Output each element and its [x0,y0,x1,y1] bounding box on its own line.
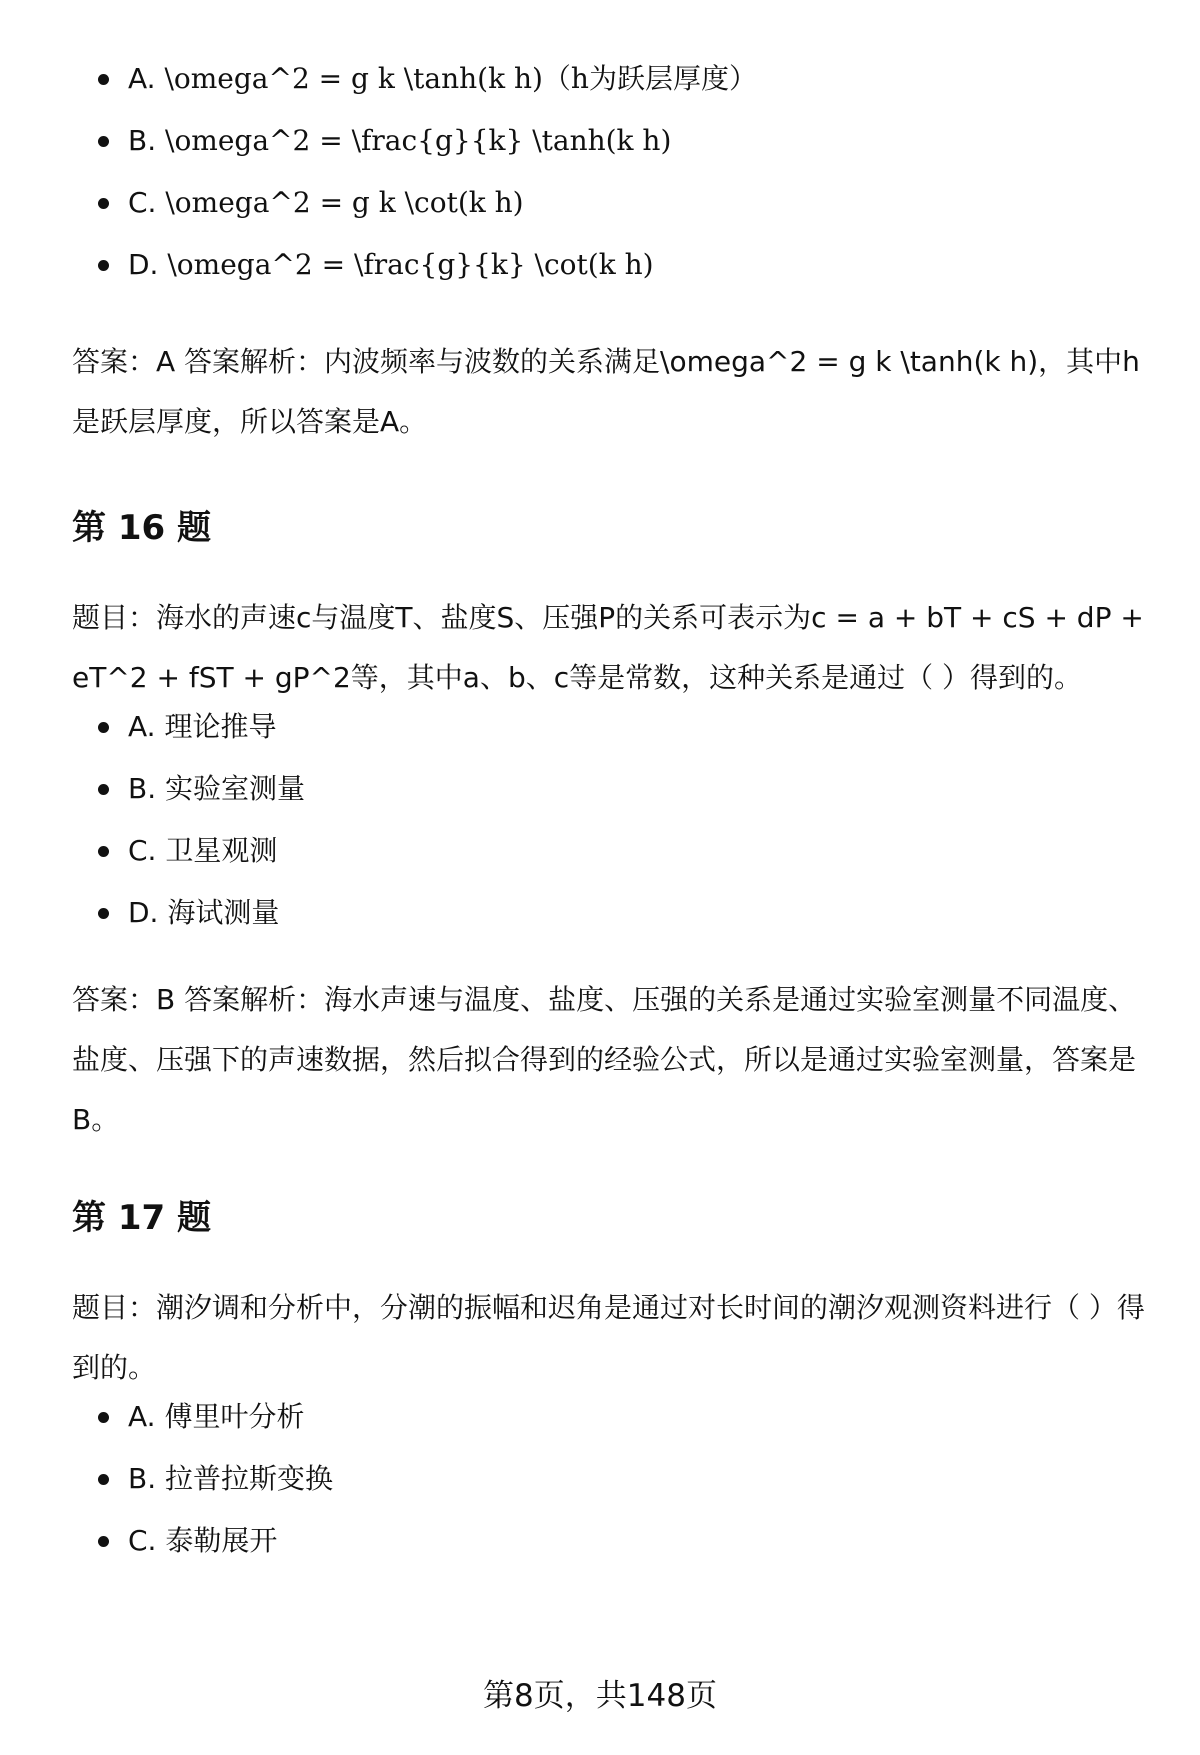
list-item [72,1522,1152,1584]
page-footer: 第8页，共148页 [483,1678,717,1714]
q16-question: 题目：海水的声速c与温度T、盐度S、压强P的关系可表示为c = a + bT + cS + dP + eT^2 + fST + gP^2等，其中a、b、c等是常数，这种关系是通过（ ）得到的。 [72,601,1144,694]
list-item [72,246,1152,308]
option-label: C. [128,834,157,867]
option-text: 泰勒展开 [165,1524,278,1557]
list-item [72,60,1152,122]
option-label: B. [128,1462,157,1495]
q15-options [72,60,1152,308]
option-label: C. [128,1524,157,1557]
q17-options [72,1398,1152,1584]
option-label: B. [128,124,157,157]
option-label: A. [128,1400,156,1433]
option-text: 卫星观测 [165,834,278,867]
q16-answer: 答案：B 答案解析：海水声速与温度、盐度、压强的关系是通过实验室测量不同温度、盐度、压强下的声速数据，然后拟合得到的经验公式，所以是通过实验室测量，答案是B。 [72,983,1137,1136]
option-text: 理论推导 [164,710,277,743]
q17-heading: 第 17 题 [72,1198,211,1238]
list-item [72,770,1152,832]
list-item [72,1460,1152,1522]
list-item [72,122,1152,184]
option-text: \omega^2 = g k \cot(k h) [165,186,524,219]
option-label: D. [128,896,159,929]
list-item [72,1398,1152,1460]
option-text: 海试测量 [167,896,280,929]
list-item [72,832,1152,894]
option-label: C. [128,186,157,219]
document-page [72,60,1152,1584]
option-label: A. [128,710,156,743]
option-text: 傅里叶分析 [164,1400,305,1433]
option-text: \omega^2 = \frac{g}{k} \tanh(k h) [165,124,672,157]
list-item [72,184,1152,246]
q15-answer: 答案：A 答案解析：内波频率与波数的关系满足\omega^2 = g k \tanh(k h)，其中h是跃层厚度，所以答案是A。 [72,345,1140,438]
q16-options [72,708,1152,956]
option-label: B. [128,772,157,805]
list-item [72,894,1152,956]
option-text: \omega^2 = \frac{g}{k} \cot(k h) [167,248,654,281]
list-item [72,708,1152,770]
option-text: \omega^2 = g k \tanh(k h)（h为跃层厚度） [164,62,757,95]
option-label: A. [128,62,156,95]
q17-question: 题目：潮汐调和分析中，分潮的振幅和迟角是通过对长时间的潮汐观测资料进行（ ）得到的。 [72,1291,1145,1384]
option-text: 拉普拉斯变换 [165,1462,334,1495]
option-label: D. [128,248,159,281]
q16-heading: 第 16 题 [72,508,211,548]
option-text: 实验室测量 [165,772,306,805]
